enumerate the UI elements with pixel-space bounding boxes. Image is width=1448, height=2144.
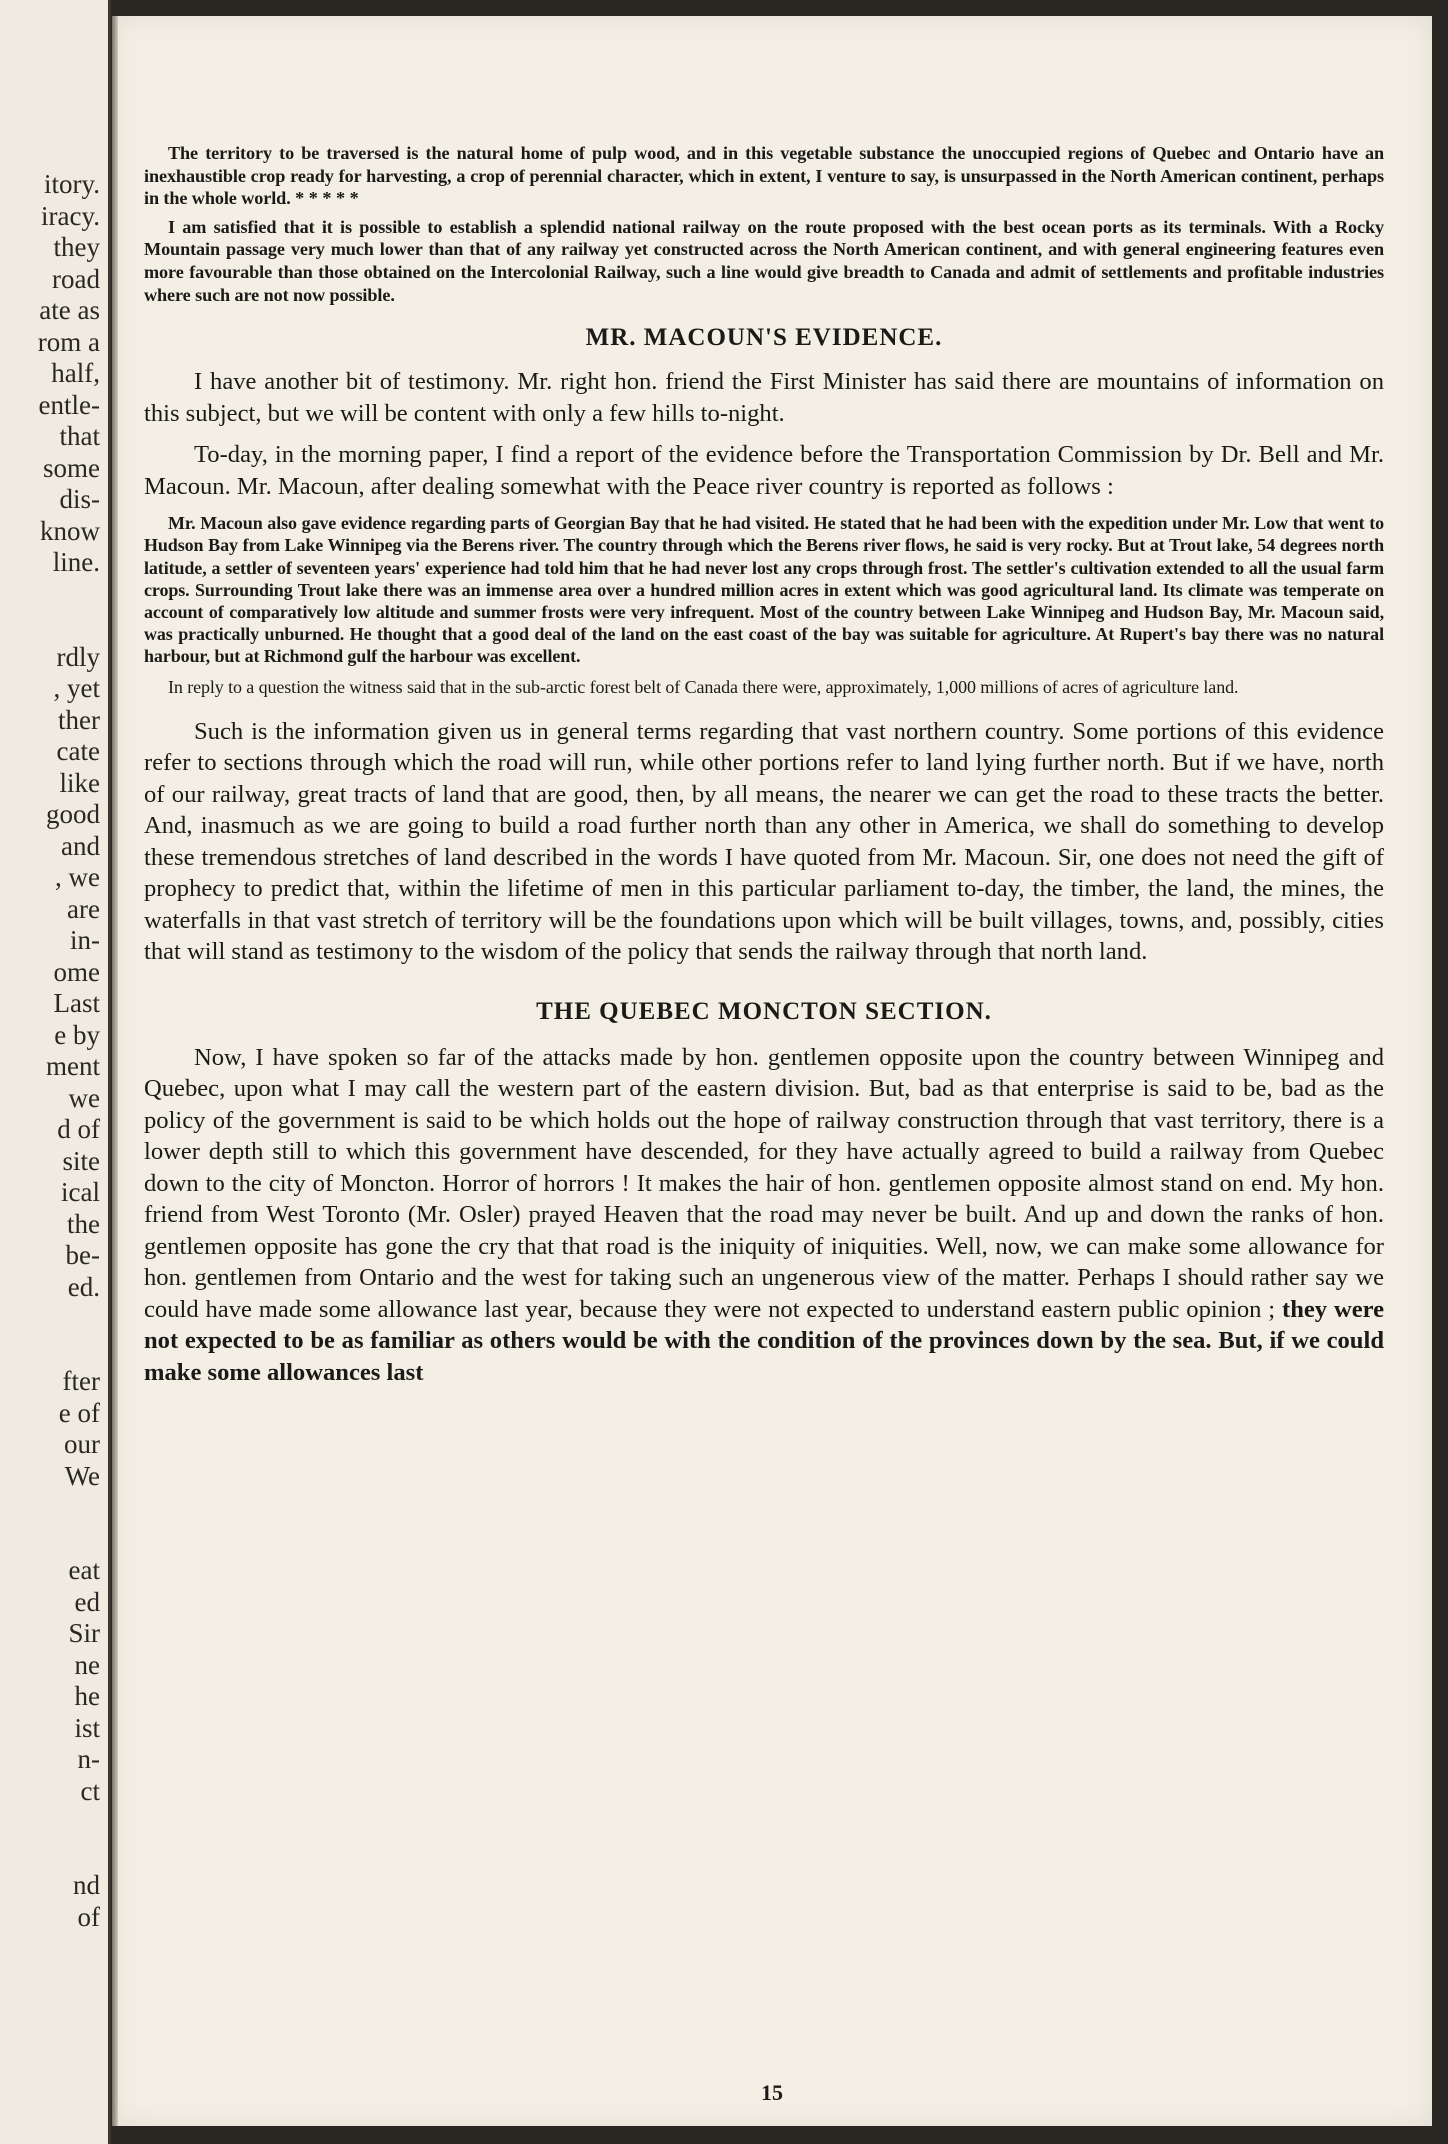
paragraph-now-bold-end: they were not expected to be as familiar as others would be with the condition of the provinces down by the sea. But, if we could make some allowances last xyxy=(144,1295,1385,1386)
margin-fragment: ical xyxy=(61,1177,100,1207)
margin-fragment: , yet xyxy=(53,673,100,703)
paragraph-such: Such is the information given us in general terms regarding that vast northern country. Some portions of this evidence refer to sections through which the road will run, while other portions refer to land lying further north. But if we have, north of our railway, great tracts of land that are good, then, by all means, the nearer we can get the road to these tracts the better. And, inasmuch as we are going to build a road further north than any other in America, we shall do something to develop these tremendous stretches of land described in the words I have quoted from Mr. Macoun. Sir, one does not need the gift of prophecy to predict that, within the lifetime of men in this particular parliament to-day, the timber, the land, the mines, the waterfalls in that vast stretch of territory will be the foundations upon which will be built villages, towns, and, possibly, cities that will stand as testimony to the wisdom of the policy that sends the railway through that north land. xyxy=(144,717,1384,966)
margin-fragment: iracy. xyxy=(41,200,100,231)
margin-fragment: nd xyxy=(73,1870,100,1900)
margin-fragment: Sir xyxy=(68,1618,100,1648)
margin-fragment: ed xyxy=(74,1586,100,1617)
margin-fragment: know xyxy=(40,515,100,546)
margin-fragment: We xyxy=(64,1460,100,1491)
margin-fragment: like xyxy=(59,767,100,798)
margin-fragment: , we xyxy=(55,862,100,892)
margin-fragment: that xyxy=(59,421,100,451)
margin-fragment: eat xyxy=(68,1555,100,1585)
margin-fragment: cate xyxy=(56,736,100,766)
previous-page-edge xyxy=(0,0,111,2144)
quote-paragraph-2: I am satisfied that it is possible to establish a splendid national railway on the route proposed with the best ocean ports as its terminals. With a Rocky Mountain passage very much lower than that of any railway yet constructed across the North American continent, and with general engineering features even more favourable than those obtained on the Intercolonial Railway, such a line would give breadth to Canada and admit of settlements and profitable industries where such are not now possible. xyxy=(144,216,1384,305)
margin-fragment: and xyxy=(61,830,100,861)
margin-fragment: he xyxy=(74,1681,100,1711)
margin-fragment: d of xyxy=(57,1114,100,1144)
margin-fragment: fter xyxy=(62,1366,100,1396)
quote-text-1: The territory to be traversed is the natural home of pulp wood, and in this vegetable substance the unoccupied regions of Quebec and Ontario have an inexhaustible crop ready for harvesting, a crop of perennial character, which in extent, I venture to say, is unsurpassed in the North American continent, perhaps in the whole world. xyxy=(144,143,1384,209)
quote-stars: * * * * * xyxy=(295,188,359,209)
margin-fragment: site xyxy=(62,1145,100,1176)
margin-fragment: in- xyxy=(70,925,100,955)
margin-fragment: Last xyxy=(53,988,100,1018)
margin-fragment: ist xyxy=(74,1712,100,1743)
margin-fragment: half, xyxy=(51,358,100,388)
margin-fragment: they xyxy=(53,232,100,262)
margin-fragment: ther xyxy=(58,704,100,735)
margin-fragment: rom a xyxy=(37,326,100,357)
margin-fragment: ct xyxy=(80,1775,100,1806)
margin-fragment: of xyxy=(77,1901,100,1932)
paragraph-now xyxy=(144,1042,1384,1389)
margin-fragment: we xyxy=(68,1082,100,1113)
margin-fragment: entle- xyxy=(38,389,100,420)
heading-macoun-evidence: MR. MACOUN'S EVIDENCE. xyxy=(585,324,943,352)
report-paragraph-1: Mr. Macoun also gave evidence regarding parts of Georgian Bay that he had visited. He stated that he had been with the expedition under Mr. Low that went to Hudson Bay from Lake Winnipeg via the Berens river. The country through which the Berens river flows, he said is very rocky. But at Trout lake, 54 degrees north latitude, a settler of seventeen years' experience had told him that he had never lost any crops through frost. The settler's cultivation extended to all the usual farm crops. Surrounding Trout lake there was an immense area over a hundred million acres in extent which was good agricultural land. Its climate was temperate on account of comparatively low altitude and summer frosts were very infrequent. Most of the country between Lake Winnipeg and Hudson Bay, Mr. Macoun said, was practically unburned. He thought that a good deal of the land on the east coast of the bay was suitable for agriculture. At Rupert's bay there was no natural harbour, but at Richmond gulf the harbour was excellent. xyxy=(144,513,1384,667)
margin-fragment: ment xyxy=(46,1051,100,1081)
paragraph-testimony: I have another bit of testimony. Mr. right hon. friend the First Minister has said there are mountains of information on this subject, but we will be content with only a few hills to-night. xyxy=(144,368,1384,427)
margin-fragment: ne xyxy=(74,1649,100,1680)
margin-fragment: itory. xyxy=(44,169,100,199)
margin-fragment: rdly xyxy=(56,641,100,672)
page-content xyxy=(144,142,1384,1398)
margin-fragment: e by xyxy=(54,1019,100,1050)
paragraph-now-text: Now, I have spoken so far of the attacks made by hon. gentlemen opposite upon the country between Winnipeg and Quebec, upon what I may call the western part of the eastern division. But, bad as that enterprise is said to be, bad as the policy of the government is said to be which holds out the hope of railway construction through that vast territory, there is a lower depth still to which this government have descended, for they have actually agreed to build a railway from Quebec down to the city of Moncton. Horror of horrors ! It makes the hair of hon. gentlemen opposite almost stand on end. My hon. friend from West Toronto (Mr. Osler) prayed Heaven that the road may never be built. And up and down the ranks of hon. gentlemen opposite has gone the cry that that road is the iniquity of iniquities. Well, now, we can make some allowance for hon. gentlemen from Ontario and the west for taking such an ungenerous view of the matter. Perhaps I should rather say we could have made some allowance last year, because they were not expected to understand eastern public opinion ; xyxy=(144,1043,1384,1323)
margin-fragment: ate as xyxy=(39,295,100,325)
margin-fragment: good xyxy=(46,799,100,829)
page-number: 15 xyxy=(761,2080,783,2105)
margin-fragment: are xyxy=(67,893,100,924)
margin-fragment: e of xyxy=(58,1397,100,1428)
margin-fragment: some xyxy=(43,452,100,483)
margin-fragment: our xyxy=(64,1429,100,1459)
margin-fragment: dis- xyxy=(59,484,100,514)
margin-fragment: ome xyxy=(53,956,100,987)
margin-fragment: n- xyxy=(77,1744,100,1774)
document-page xyxy=(112,16,1432,2126)
margin-fragment: ed. xyxy=(67,1271,100,1302)
margin-fragment: be- xyxy=(65,1240,100,1270)
report-paragraph-2: In reply to a question the witness said that in the sub-arctic forest belt of Canada there were, approximately, 1,000 millions of acres of agriculture land. xyxy=(168,676,1239,697)
margin-fragment: road xyxy=(52,263,100,294)
margin-fragment: line. xyxy=(52,547,100,577)
margin-fragment: the xyxy=(67,1208,100,1239)
report-excerpt xyxy=(144,512,1384,698)
paragraph-today: To-day, in the morning paper, I find a report of the evidence before the Transportation Commission by Dr. Bell and Mr. Macoun. Mr. Macoun, after dealing somewhat with the Peace river country is reported as follows : xyxy=(144,441,1384,500)
heading-quebec-moncton: THE QUEBEC MONCTON SECTION. xyxy=(536,997,992,1025)
quote-paragraph-1 xyxy=(144,142,1384,210)
quoted-passage xyxy=(144,142,1384,306)
